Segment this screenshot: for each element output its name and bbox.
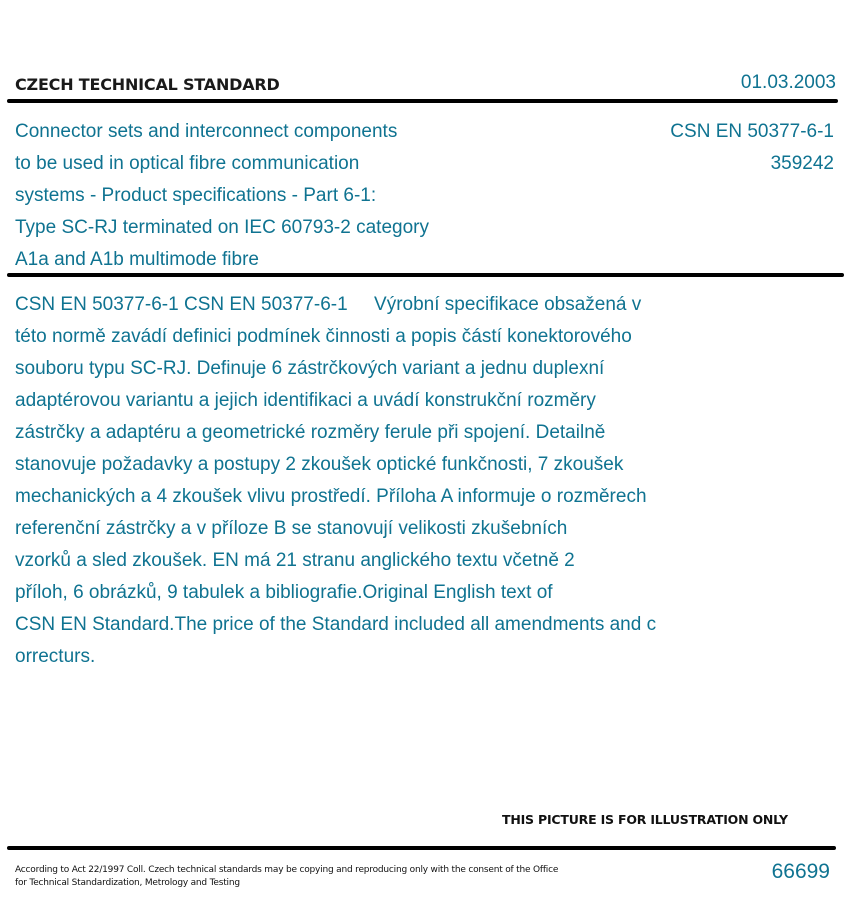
document-type-heading: CZECH TECHNICAL STANDARD [15, 75, 280, 94]
title-divider [7, 273, 844, 277]
title-line: Connector sets and interconnect components [15, 121, 398, 142]
title-line: A1a and A1b multimode fibre [15, 249, 259, 270]
description-line: CSN EN Standard.The price of the Standard included all amendments and c [15, 614, 657, 635]
description-line: mechanických a 4 zkoušek vlivu prostředí. Příloha A informuje o rozměrech [15, 486, 647, 507]
standard-identifiers [670, 116, 834, 180]
description-line: CSN EN 50377-6-1 CSN EN 50377-6-1 Výrobní specifikace obsažená v [15, 294, 642, 315]
publication-date: 01.03.2003 [740, 72, 836, 93]
illustration-disclaimer: THIS PICTURE IS FOR ILLUSTRATION ONLY [502, 812, 788, 827]
document-number: 66699 [771, 860, 830, 883]
footer-divider [7, 846, 836, 850]
description-line: adaptérovou variantu a jejich identifikaci a uvádí konstrukční rozměry [15, 390, 596, 411]
standard-code: CSN EN 50377-6-1 [670, 121, 834, 142]
description-line: souboru typu SC-RJ. Definuje 6 zástrčkových variant a jednu duplexní [15, 358, 605, 379]
standard-title [15, 116, 429, 276]
title-line: Type SC-RJ terminated on IEC 60793-2 category [15, 217, 429, 238]
legal-line: According to Act 22/1997 Coll. Czech technical standards may be copying and reproducing only with the consent of the Office [15, 865, 559, 875]
description-line: referenční zástrčky a v příloze B se stanovují velikosti zkušebních [15, 518, 568, 539]
description-line: vzorků a sled zkoušek. EN má 21 stranu anglického textu včetně 2 [15, 550, 575, 571]
legal-line: for Technical Standardization, Metrology and Testing [15, 878, 240, 888]
description-line: této normě zavádí definici podmínek činnosti a popis částí konektorového [15, 326, 632, 347]
catalog-number: 359242 [770, 153, 834, 174]
title-line: systems - Product specifications - Part 6-1: [15, 185, 377, 206]
legal-notice [15, 864, 558, 890]
description-line: příloh, 6 obrázků, 9 tabulek a bibliografie.Original English text of [15, 582, 553, 603]
description-line: stanovuje požadavky a postupy 2 zkoušek optické funkčnosti, 7 zkoušek [15, 454, 624, 475]
standard-description [15, 289, 775, 673]
description-line: orrecturs. [15, 646, 96, 667]
description-line: zástrčky a adaptéru a geometrické rozměry ferule při spojení. Detailně [15, 422, 606, 443]
header-divider [7, 99, 838, 103]
title-line: to be used in optical fibre communication [15, 153, 360, 174]
